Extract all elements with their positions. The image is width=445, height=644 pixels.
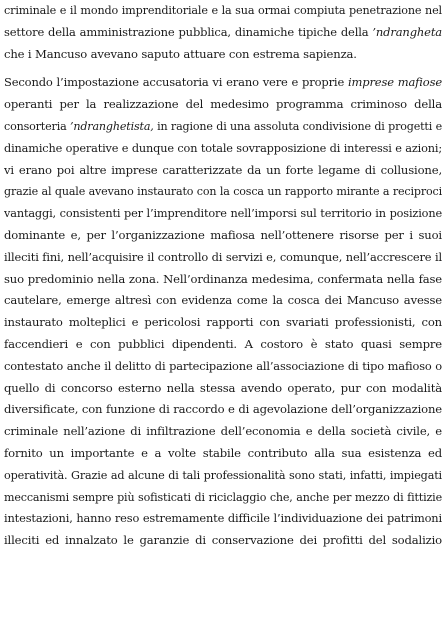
text-line	[4, 160, 442, 182]
italic-term: imprese mafiose	[347, 75, 442, 90]
text-run: suo predominio nella zona. Nell’ordinanza medesima, confermata nella fase	[4, 271, 442, 286]
text-run: vantaggi, consistenti per l’imprenditore nell’imporsi sul territorio in posizione	[4, 207, 442, 221]
text-run: criminale nell’azione di infiltrazione dell’economia e della società civile, e	[4, 424, 442, 439]
text-line	[4, 247, 442, 269]
text-line	[4, 44, 442, 66]
text-line	[4, 22, 442, 44]
text-line	[4, 356, 442, 378]
text-line	[4, 72, 442, 94]
text-line	[4, 181, 442, 203]
paragraph-2	[4, 72, 442, 552]
text-run: quello di concorso esterno nella stessa avendo operato, pur con modalità	[4, 380, 442, 395]
text-run: faccendieri e con pubblici dipendenti. A costoro è stato quasi sempre	[4, 336, 442, 351]
text-run: illeciti fini, nell’acquisire il controllo di servizi e, comunque, nell’accrescere il	[4, 249, 442, 264]
text-line	[4, 312, 442, 334]
text-run: grazie al quale avevano instaurato con la cosca un rapporto mirante a reciproci	[4, 185, 442, 199]
text-run: operatività. Grazie ad alcune di tali professionalità sono stati, infatti, impiegati	[4, 468, 442, 482]
text-run: Secondo l’impostazione accusatoria vi erano vere e proprie	[4, 75, 348, 90]
text-run: contestato anche il delitto di partecipazione all’associazione di tipo mafioso o	[4, 358, 442, 373]
text-run: consorteria	[4, 119, 70, 133]
text-run: che i Mancuso avevano saputo attuare con estrema sapienza.	[4, 46, 357, 61]
text-run: intestazioni, hanno reso estremamente difficile l’individuazione dei patrimoni	[4, 511, 442, 526]
text-line	[4, 116, 442, 138]
text-line	[4, 94, 442, 116]
text-line	[4, 443, 442, 465]
text-line	[4, 530, 442, 552]
text-run: settore della amministrazione pubblica, dinamiche tipiche della	[4, 24, 373, 39]
text-line	[4, 0, 442, 22]
text-run: instaurato molteplici e pericolosi rapporti con svariati professionisti, con	[4, 315, 442, 330]
italic-term: ’ndrangheta	[372, 24, 442, 39]
text-line	[4, 138, 442, 160]
text-line	[4, 269, 442, 291]
text-line	[4, 334, 442, 356]
document-page	[4, 0, 442, 644]
text-run: criminale e il mondo imprenditoriale e la sua ormai compiuta penetrazione nel	[4, 4, 442, 17]
text-run: meccanismi sempre più sofisticati di riciclaggio che, anche per mezzo di fittizie	[4, 490, 442, 504]
text-run: diversificate, con funzione di raccordo e di agevolazione dell’organizzazione	[4, 402, 442, 417]
text-line	[4, 290, 442, 312]
text-line	[4, 399, 442, 421]
text-line	[4, 465, 442, 487]
text-line	[4, 421, 442, 443]
text-run: cautelare, emerge altresì con evidenza come la cosca dei Mancuso avesse	[4, 293, 442, 308]
text-line	[4, 225, 442, 247]
text-run: fornito un importante e a volte stabile contributo alla sua esistenza ed	[4, 445, 442, 460]
text-run: illeciti ed innalzato le garanzie di conservazione dei profitti del sodalizio	[4, 533, 442, 548]
text-run: in ragione di una assoluta condivisione di progetti e	[153, 119, 442, 133]
italic-term: ’ndranghetista,	[69, 119, 154, 133]
text-run: operanti per la realizzazione del medesimo programma criminoso della	[4, 97, 442, 112]
text-run: dinamiche operative e dunque con totale sovrapposizione di interessi e azioni;	[4, 141, 442, 155]
text-run: vi erano poi altre imprese caratterizzate da un forte legame di collusione,	[4, 162, 442, 177]
text-line	[4, 487, 442, 509]
text-run: dominante e, per l’organizzazione mafiosa nell’ottenere risorse per i suoi	[4, 227, 442, 242]
text-line	[4, 203, 442, 225]
text-line	[4, 508, 442, 530]
text-line	[4, 378, 442, 400]
paragraph-gap	[4, 65, 442, 72]
paragraph-1	[4, 0, 442, 65]
